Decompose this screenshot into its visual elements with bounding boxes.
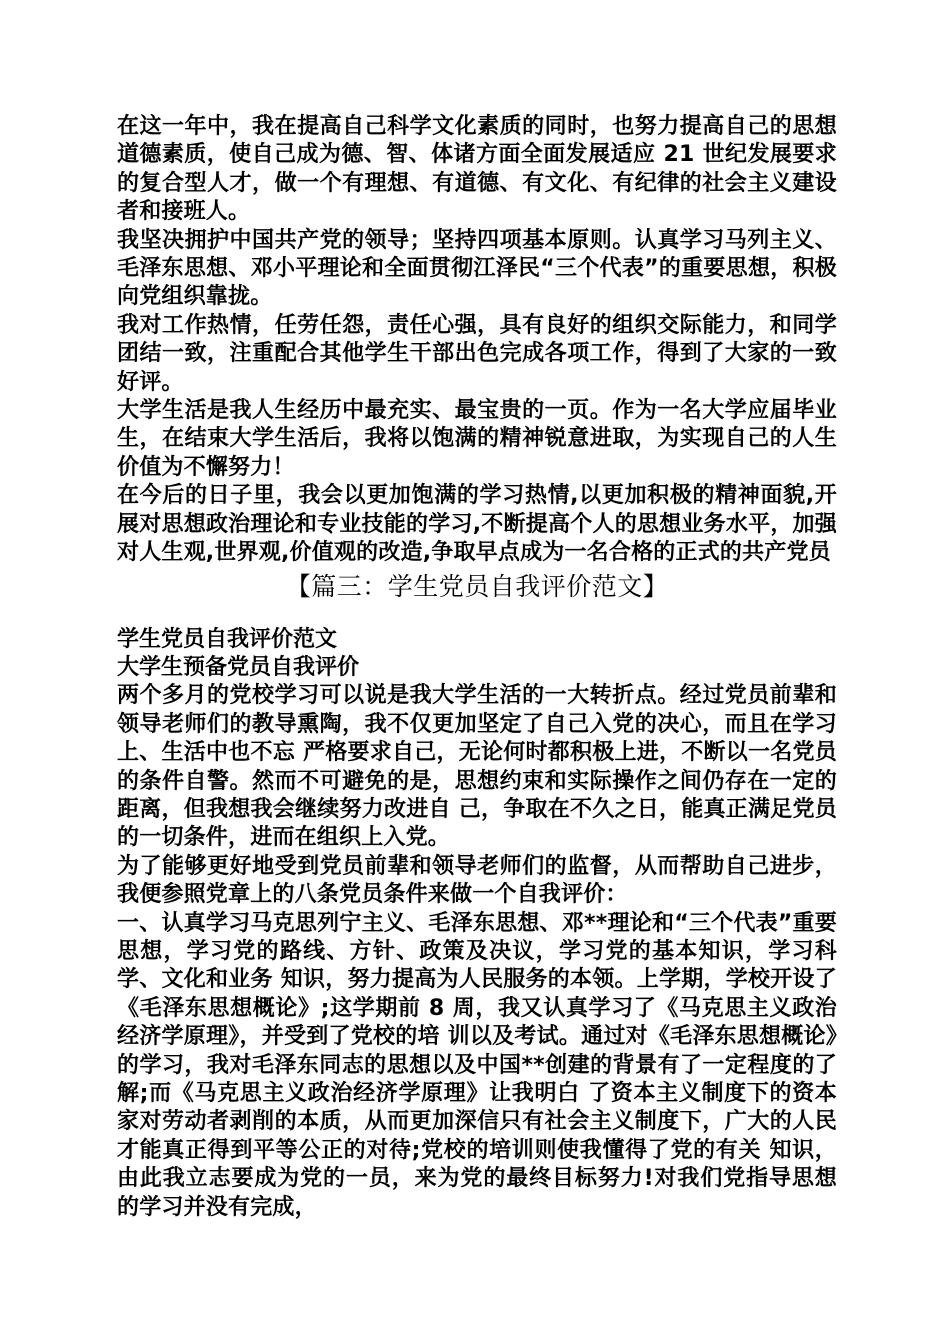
paragraph-university-life: 大学生活是我人生经历中最充实、最宝贵的一页。作为一名大学应届毕业生，在结束大学生活后，我将以饱满的精神锐意进取，为实现自己的人生价值为不懈努力！ xyxy=(117,398,837,480)
section-student-party-member xyxy=(117,626,837,1223)
paragraph-work-attitude: 我对工作热情，任劳任怨，责任心强，具有良好的组织交际能力，和同学团结一致，注重配合其他学生干部出色完成各项工作，得到了大家的一致好评。 xyxy=(117,312,837,395)
paragraph-self-evaluation-intro: 为了能够更好地受到党员前辈和领导老师们的监督，从而帮助自己进步，我便参照党章上的八条党员条件来做一个自我评价： xyxy=(117,853,837,908)
paragraph-future-plans: 在今后的日子里，我会以更加饱满的学习热情,以更加积极的精神面貌,开展对思想政治理论和专业技能的学习,不断提高个人的思想业务水平，加强对人生观,世界观,价值观的改造,争取早点成为一名合格的正式的共产党员 xyxy=(117,483,837,566)
paragraph-party-support: 我坚决拥护中国共产党的领导；坚持四项基本原则。认真学习马列主义、毛泽东思想、邓小平理论和全面贯彻江泽民“三个代表”的重要思想，积极向党组织靠拢。 xyxy=(117,227,837,310)
paragraph-theory-study: 一、认真学习马克思列宁主义、毛泽东思想、邓**理论和“三个代表”重要思想，学习党的路线、方针、政策及决议，学习党的基本知识，学习科学、文化和业务 知识，努力提高为人民服务的本领。上学期，学校开设了《毛泽东思想概论》;这学期前 8 周，我又认真学习了《马克思主义政治经济学原理》，并受到了党校的培 训以及考试。通过对《毛泽东思想概论》的学习，我对毛泽东同志的思想以及中国**创建的背景有了一定程度的了解;而《马克思主义政治经济学原理》让我明白 了资本主义制度下的资本家对劳动者剥削的本质，从而更加深信只有社会主义制度下，广大的人民才能真正得到平等公正的对待;党校的培训则使我懂得了党的有关 知识，由此我立志要成为党的一员，来为党的最终目标努力!对我们党指导思想的学习并没有完成， xyxy=(117,910,837,1220)
paragraph-party-school-study: 两个多月的党校学习可以说是我大学生活的一大转折点。经过党员前辈和领导老师们的教导熏陶，我不仅更加坚定了自己入党的决心，而且在学习上、生活中也不忘 严格要求自己，无论何时都积极上进，不断以一名党员的条件自警。然而不可避免的是，思想约束和实际操作之间仍存在一定的距离，但我想我会继续努力改进自 己，争取在不久之日，能真正满足党员的一切条件，进而在组织上入党。 xyxy=(117,683,837,851)
section-self-evaluation-part1 xyxy=(117,113,837,568)
section-heading: 【篇三：学生党员自我评价范文】 xyxy=(285,571,669,601)
paragraph-quality-improvement: 在这一年中，我在提高自己科学文化素质的同时，也努力提高自己的思想道德素质，使自己成为德、智、体诸方面全面发展适应 21 世纪发展要求的复合型人才，做一个有理想、有道德、有文化、有纪律的社会主义建设者和接班人。 xyxy=(117,114,837,225)
section-title: 学生党员自我评价范文 xyxy=(117,626,338,652)
document-page xyxy=(117,113,837,1222)
section-subtitle: 大学生预备党员自我评价 xyxy=(117,654,360,680)
